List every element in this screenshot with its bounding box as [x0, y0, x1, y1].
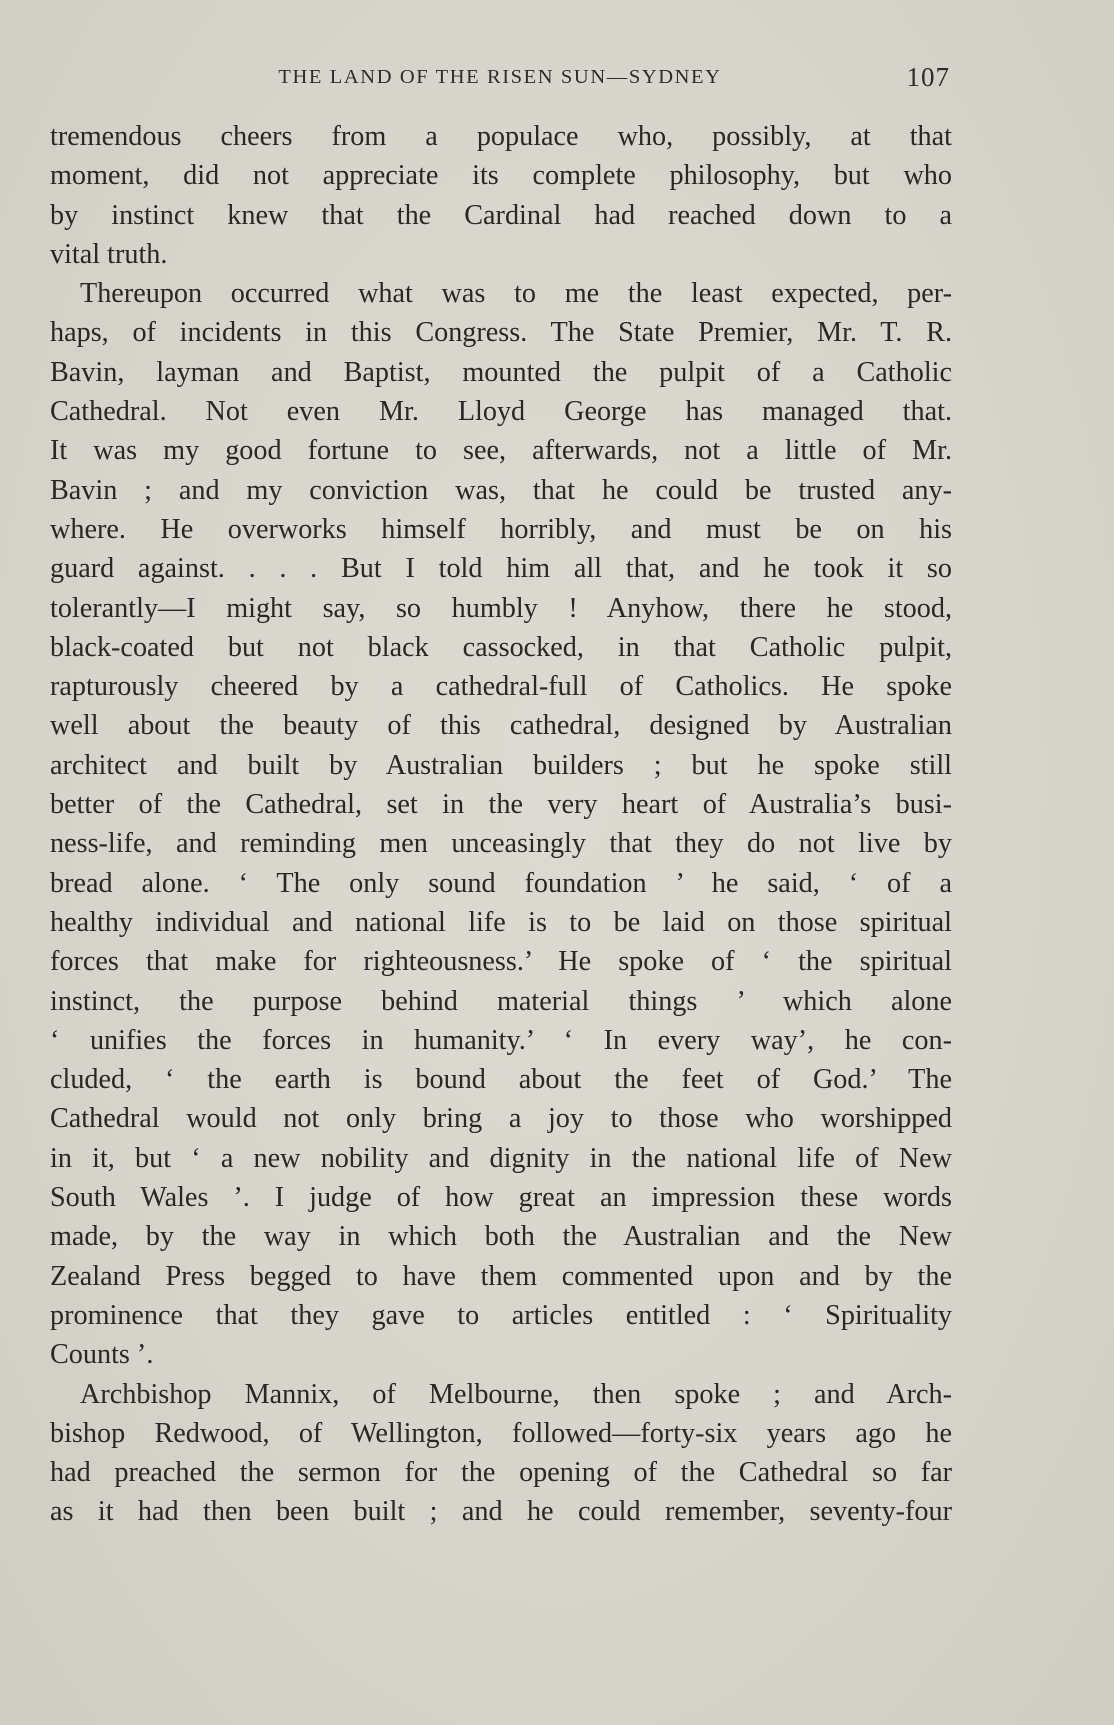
text-line: Zealand Press begged to have them commented upon and by the [50, 1260, 952, 1292]
body-text [50, 117, 952, 1532]
text-line: well about the beauty of this cathedral, designed by Australian [50, 710, 952, 742]
text-line: healthy individual and national life is to be laid on those spiritual [50, 906, 952, 938]
text-line: It was my good fortune to see, afterwards, not a little of Mr. [50, 435, 952, 467]
text-line: had preached the sermon for the opening of the Cathedral so far [50, 1457, 952, 1489]
text-line: Counts ’. [50, 1339, 154, 1371]
text-line: Thereupon occurred what was to me the least expected, per- [80, 278, 952, 310]
text-line: bread alone. ‘ The only sound foundation ’ he said, ‘ of a [50, 867, 952, 899]
running-head [48, 62, 952, 98]
text-line: guard against. . . . But I told him all that, and he took it so [50, 553, 952, 585]
page-number: 107 [906, 62, 950, 92]
text-line: rapturously cheered by a cathedral-full of Catholics. He spoke [50, 671, 952, 703]
text-line: architect and built by Australian builders ; but he spoke still [50, 749, 952, 781]
text-line: Bavin, layman and Baptist, mounted the pulpit of a Catholic [50, 356, 952, 388]
text-line: Cathedral. Not even Mr. Lloyd George has managed that. [50, 396, 952, 428]
text-line: Archbishop Mannix, of Melbourne, then spoke ; and Arch- [80, 1378, 952, 1410]
text-line: better of the Cathedral, set in the very heart of Australia’s busi- [50, 789, 952, 821]
text-line: haps, of incidents in this Congress. The State Premier, Mr. T. R. [50, 317, 952, 349]
text-line: by instinct knew that the Cardinal had reached down to a [50, 199, 952, 231]
text-line: moment, did not appreciate its complete philosophy, but who [50, 160, 952, 192]
text-line: tolerantly—I might say, so humbly ! Anyhow, there he stood, [50, 592, 952, 624]
text-line: vital truth. [50, 238, 168, 270]
text-line: Cathedral would not only bring a joy to those who worshipped [50, 1103, 952, 1135]
text-line: bishop Redwood, of Wellington, followed—forty-six years ago he [50, 1417, 952, 1449]
text-line: made, by the way in which both the Australian and the New [50, 1221, 952, 1253]
text-line: Bavin ; and my conviction was, that he could be trusted any- [50, 474, 952, 506]
text-line: cluded, ‘ the earth is bound about the feet of God.’ The [50, 1064, 952, 1096]
text-line: ness-life, and reminding men unceasingly that they do not live by [50, 828, 952, 860]
text-line: instinct, the purpose behind material things ’ which alone [50, 985, 952, 1017]
text-line: South Wales ’. I judge of how great an impression these words [50, 1182, 952, 1214]
text-line: forces that make for righteousness.’ He spoke of ‘ the spiritual [50, 946, 952, 978]
running-title: THE LAND OF THE RISEN SUN—SYDNEY [278, 66, 722, 88]
text-line: black-coated but not black cassocked, in that Catholic pulpit, [50, 631, 952, 663]
text-line: tremendous cheers from a populace who, possibly, at that [50, 121, 952, 152]
text-line: prominence that they gave to articles entitled : ‘ Spirituality [50, 1299, 952, 1331]
text-line: in it, but ‘ a new nobility and dignity in the national life of New [50, 1142, 952, 1174]
text-line: ‘ unifies the forces in humanity.’ ‘ In every way’, he con- [50, 1024, 952, 1056]
text-line: as it had then been built ; and he could remember, seventy-four [50, 1496, 952, 1528]
text-line: where. He overworks himself horribly, and must be on his [50, 513, 952, 545]
